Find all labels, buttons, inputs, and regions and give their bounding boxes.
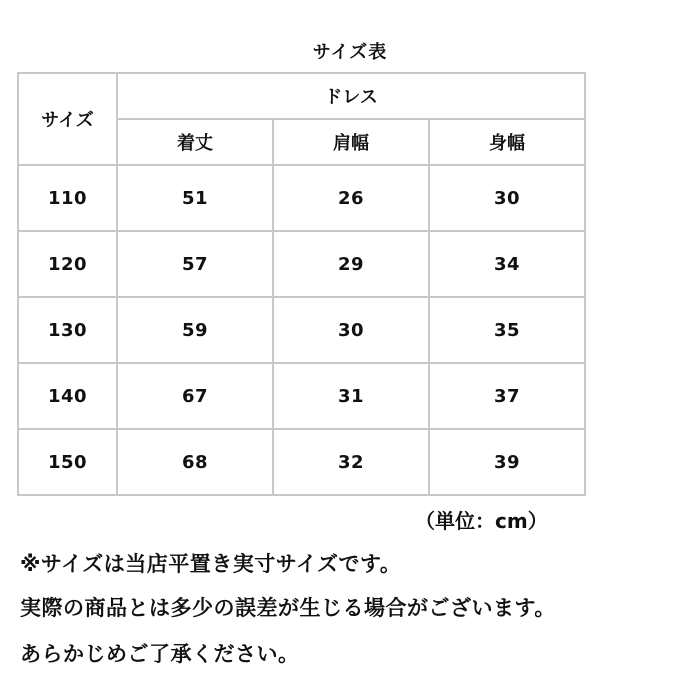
dress-group-header: ドレス (117, 73, 585, 119)
note-line: ※サイズは当店平置き実寸サイズです。 (20, 552, 402, 576)
page-title: サイズ表 (312, 42, 388, 63)
table-header-row (18, 73, 585, 119)
table-row (18, 231, 585, 297)
width-cell: 34 (429, 231, 585, 297)
table-row (18, 165, 585, 231)
size-cell: 150 (18, 429, 117, 495)
column-header-width: 身幅 (429, 119, 585, 165)
table-row (18, 363, 585, 429)
width-cell: 37 (429, 363, 585, 429)
length-cell: 67 (117, 363, 273, 429)
shoulder-cell: 31 (273, 363, 429, 429)
unit-label: （単位：cm） (415, 509, 548, 533)
shoulder-cell: 29 (273, 231, 429, 297)
size-table (17, 72, 586, 496)
size-column-header: サイズ (18, 73, 117, 165)
width-cell: 35 (429, 297, 585, 363)
column-header-length: 着丈 (117, 119, 273, 165)
shoulder-cell: 32 (273, 429, 429, 495)
column-header-shoulder: 肩幅 (273, 119, 429, 165)
length-cell: 59 (117, 297, 273, 363)
shoulder-cell: 26 (273, 165, 429, 231)
table-row (18, 429, 585, 495)
size-cell: 140 (18, 363, 117, 429)
table-row (18, 297, 585, 363)
width-cell: 30 (429, 165, 585, 231)
size-cell: 110 (18, 165, 117, 231)
size-cell: 130 (18, 297, 117, 363)
length-cell: 51 (117, 165, 273, 231)
width-cell: 39 (429, 429, 585, 495)
note-line: あらかじめご了承ください。 (20, 642, 300, 666)
length-cell: 68 (117, 429, 273, 495)
note-line: 実際の商品とは多少の誤差が生じる場合がございます。 (20, 596, 556, 620)
shoulder-cell: 30 (273, 297, 429, 363)
size-cell: 120 (18, 231, 117, 297)
length-cell: 57 (117, 231, 273, 297)
